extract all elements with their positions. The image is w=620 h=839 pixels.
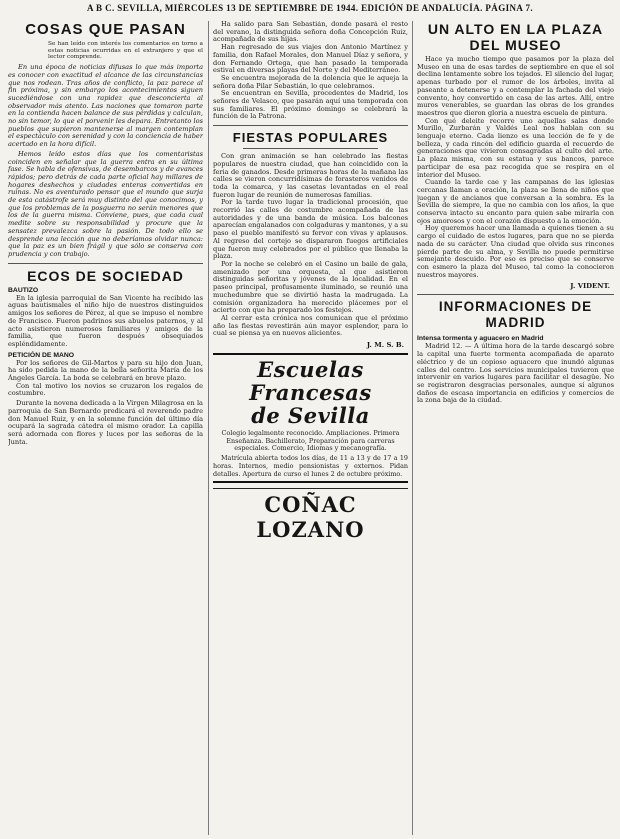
section-rule bbox=[213, 125, 408, 126]
column-left bbox=[8, 21, 203, 837]
fiestas-paragraph: Por la noche se celebró en el Casino un baile de gala, amenizado por una orquesta, al que asistieron distinguidas señoritas y jóvenes de la localidad. En el paseo principal, profusamente iluminado, se reunió una muchedumbre que se divirtió hasta la madrugada. La comisión organizadora ha merecido plácemes por el acierto con que ha preparado los festejos. bbox=[213, 259, 408, 315]
alto-plaza-museo-headline: UN ALTO EN LA PLAZA DEL MUSEO bbox=[427, 21, 604, 53]
masthead: A B C. SEVILLA, MIÉRCOLES 13 DE SEPTIEMBRE DE 1944. EDICIÓN DE ANDALUCÍA. PÁGINA 7. bbox=[86, 3, 534, 13]
ad-title-line-2: de Sevilla bbox=[251, 403, 370, 429]
alto-paragraph: Hoy queremos hacer una llamada a quienes tienen a su cargo el cuidado de estos lugares, para que no se pierda nada de su carácter. Una ciudad que olvida sus rincones pierde parte de su alma, y Sevilla no puede permitirse semejante descuido. Por eso es preciso que se conserve con esmero la plaza del Museo, tal como la conocieron nuestros mayores. bbox=[417, 224, 614, 279]
info-subhead: Intensa tormenta y aguacero en Madrid bbox=[417, 335, 544, 343]
ad-paragraph: Matrícula abierta todos los días, de 11 a 13 y de 17 a 19 horas. Internos, medio pensionistas y externos. Pidan detalles. Apertura de curso el lunes 2 de octubre próximo. bbox=[213, 454, 408, 478]
alto-signature: J. VIDENT. bbox=[570, 282, 610, 291]
society-note: Se encuentran en Sevilla, procedentes de Madrid, los señores de Velasco, que pasarán aquí una temporada con sus familiares. El próximo domingo se celebrará la función de la Patrona. bbox=[213, 89, 408, 121]
section-rule bbox=[417, 294, 614, 295]
ecos-de-sociedad-headline: ECOS DE SOCIEDAD bbox=[27, 267, 184, 284]
fiestas-paragraph: Por la tarde tuvo lugar la tradicional procesión, que recorrió las calles de costumbre acompañada de las autoridades y de una banda de música. Los balcones aparecían engalanados con colgaduras y mantones, y a su paso el pueblo manifestó su fervor con vivas y aplausos. Al regreso del cortejo se dispararon fuegos artificiales que fueron muy celebrados por el público que llenaba la plaza. bbox=[213, 198, 408, 261]
ad-paragraph: Colegio legalmente reconocido. Ampliaciones. Primera Enseñanza. Bachillerato, Preparación para carreras especiales. Comercio, Idiomas y mecanografía. bbox=[221, 429, 400, 453]
column-divider bbox=[412, 21, 413, 835]
ecos-paragraph: Con tal motivo los novios se cruzaron los regalos de costumbre. bbox=[8, 381, 203, 398]
column-right bbox=[417, 21, 614, 837]
society-note: Se encuentra mejorada de la dolencia que le aqueja la señora doña Pilar Sebastián, lo que celebramos. bbox=[213, 73, 408, 90]
ecos-paragraph: En la iglesia parroquial de San Vicente ha recibido las aguas bautismales el niño hijo de nuestros distinguidos amigos los señores de Pérez, al que se impuso el nombre de Francisco. Fueron padrinos sus abuelos paternos, y al acto asistieron numerosos familiares y amigos de la familia, que fueron después obsequiados espléndidamente. bbox=[8, 293, 203, 348]
ecos-paragraph: Durante la novena dedicada a la Virgen Milagrosa en la parroquia de San Bernardo predicará el reverendo padre don Manuel Ruiz, y en la solemne función del último día ocupará la sagrada cátedra el mismo orador. La capilla será adornada con flores y luces por las señoras de la Junta. bbox=[8, 399, 203, 446]
alto-paragraph: Cuando la tarde cae y las campanas de las iglesias cercanas llaman a oración, la plaza se llena de niños que juegan y de ancianos que conversan a la sombra. Es la Sevilla de siempre, la que no cambia con los años, la que conserva intacto su encanto para quien sabe mirarla con ojos amorosos y con el corazón dispuesto a la emoción. bbox=[417, 178, 614, 225]
ad-title-line-1: Escuelas Francesas bbox=[249, 357, 372, 406]
fiestas-signature: J. M. S. B. bbox=[366, 341, 404, 350]
title-rule bbox=[243, 148, 378, 149]
cosas-byline: Se han leído con interés los comentarios en torno a estas noticias ocurridas en el extranjero y que el lector comprende. bbox=[48, 41, 203, 61]
society-note: Ha salido para San Sebastián, donde pasará el resto del verano, la distinguida señora doña Concepción Ruiz, acompañada de sus hijas. bbox=[213, 21, 408, 44]
fiestas-paragraph: Con gran animación se han celebrado las fiestas populares de nuestra ciudad, que han coincidido con la feria de ganados. Desde primeras horas de la mañana las calles se vieron concurridísimas de forasteros venidos de toda la comarca, y las casetas levantadas en el real fueron lugar de reunión de numerosas familias. bbox=[213, 152, 408, 199]
ecos-subhead-peticion: PETICIÓN DE MANO bbox=[8, 351, 75, 359]
info-paragraph: Madrid 12. — A última hora de la tarde descargó sobre la capital una fuerte tormenta acompañada de aparato eléctrico y de un copioso aguacero que inundó algunas calles del centro. Los servicios municipales tuvieron que intervenir en varios lugares para facilitar el desagüe. No se registraron desgracias personales, aunque sí algunos daños de escasa importancia en edificios y comercios de la zona baja de la ciudad. bbox=[417, 342, 614, 405]
fiestas-paragraph: Al cerrar esta crónica nos comunican que el próximo año las fiestas revestirán aún mayor esplendor, para lo cual se piensa ya en nuevos alicientes. bbox=[213, 313, 408, 338]
cosas-body: En una época de noticias difusas lo que más importa es conocer con exactitud el alcance de las circunstancias que nos rodean. Tras años de conflicto, la paz parece al fin próxima, y sin embargo los acontecimientos siguen sucediéndose con una rapidez que desconcierta al observador más atento. Las naciones que tomaron parte en la contienda hacen balance de sus pérdidas y calculan, no sin temor, lo que el porvenir les depara. Entretanto los pueblos que supieron mantenerse al margen contemplan el espectáculo con serenidad y con la conciencia de haber acertado en la hora difícil. bbox=[8, 63, 203, 149]
society-note: Han regresado de sus viajes don Antonio Martínez y familia, don Rafael Morales, don Manuel Díaz y señora, y don Fernando Ortega, que han pasado la temporada estival en diversas playas del Norte y del Mediterráneo. bbox=[213, 43, 408, 75]
alto-paragraph: Hace ya mucho tiempo que pasamos por la plaza del Museo en una de esas tardes de septiembre en que el sol declina lentamente sobre los tejados. El silencio del lugar, apenas turbado por el rumor de los árboles, invita al paseante a detenerse y a contemplar la fachada del viejo convento, hoy convertido en casa de las artes. Allí, entre muros venerables, se guardan las obras de los grandes maestros que dieron gloria a nuestra escuela de pintura. bbox=[417, 55, 614, 117]
alto-paragraph: Con qué deleite recorre uno aquellas salas donde Murillo, Zurbarán y Valdés Leal nos hablan con su lenguaje eterno. Cada lienzo es una lección de fe y de belleza, y cada rincón del edificio guarda el recuerdo de generaciones que vivieron consagradas al culto del arte. La plaza misma, con su estatua y sus bancos, parece participar de esa paz recogida que se respira en el interior del Museo. bbox=[417, 116, 614, 179]
ecos-subhead-bautizo: BAUTIZO bbox=[8, 286, 39, 294]
cosas-que-pasan-headline: COSAS QUE PASAN bbox=[25, 21, 186, 38]
ecos-paragraph: Por los señores de Gil-Martos y para su hijo don Juan, ha sido pedida la mano de la bella señorita María de los Ángeles García. La boda se celebrará en breve plazo. bbox=[8, 358, 203, 383]
conac-lozano-advertisement: COÑAC LOZANO bbox=[213, 488, 408, 542]
fiestas-populares-headline: FIESTAS POPULARES bbox=[232, 130, 389, 146]
escuelas-francesas-advertisement bbox=[213, 353, 408, 483]
cosas-body-2: Hemos leído estos días que los comentaristas coinciden en señalar que la guerra entra en su última fase. Se habla de ofensivas, de desembarcos y de avances rápidos; pero detrás de cada parte oficial hay millares de hogares deshechos y ciudades enteras convertidas en ruinas. No es aventurado pensar que el mundo que surja de esta catástrofe será muy distinto del que conocimos, y que los problemas de la posguerra no serán menores que los de la guerra misma. Conviene, pues, que cada cual medite sobre su responsabilidad y procure que la sensatez prevalezca sobre la pasión. De todo ello se desprende una lección que no deberíamos olvidar nunca: que la paz es un bien frágil y que sólo se conserva con prudencia y con trabajo. bbox=[8, 149, 203, 258]
section-rule bbox=[8, 263, 203, 264]
informaciones-de-madrid-headline: INFORMACIONES DE MADRID bbox=[438, 299, 593, 331]
column-divider bbox=[208, 21, 209, 835]
column-middle bbox=[213, 21, 408, 837]
